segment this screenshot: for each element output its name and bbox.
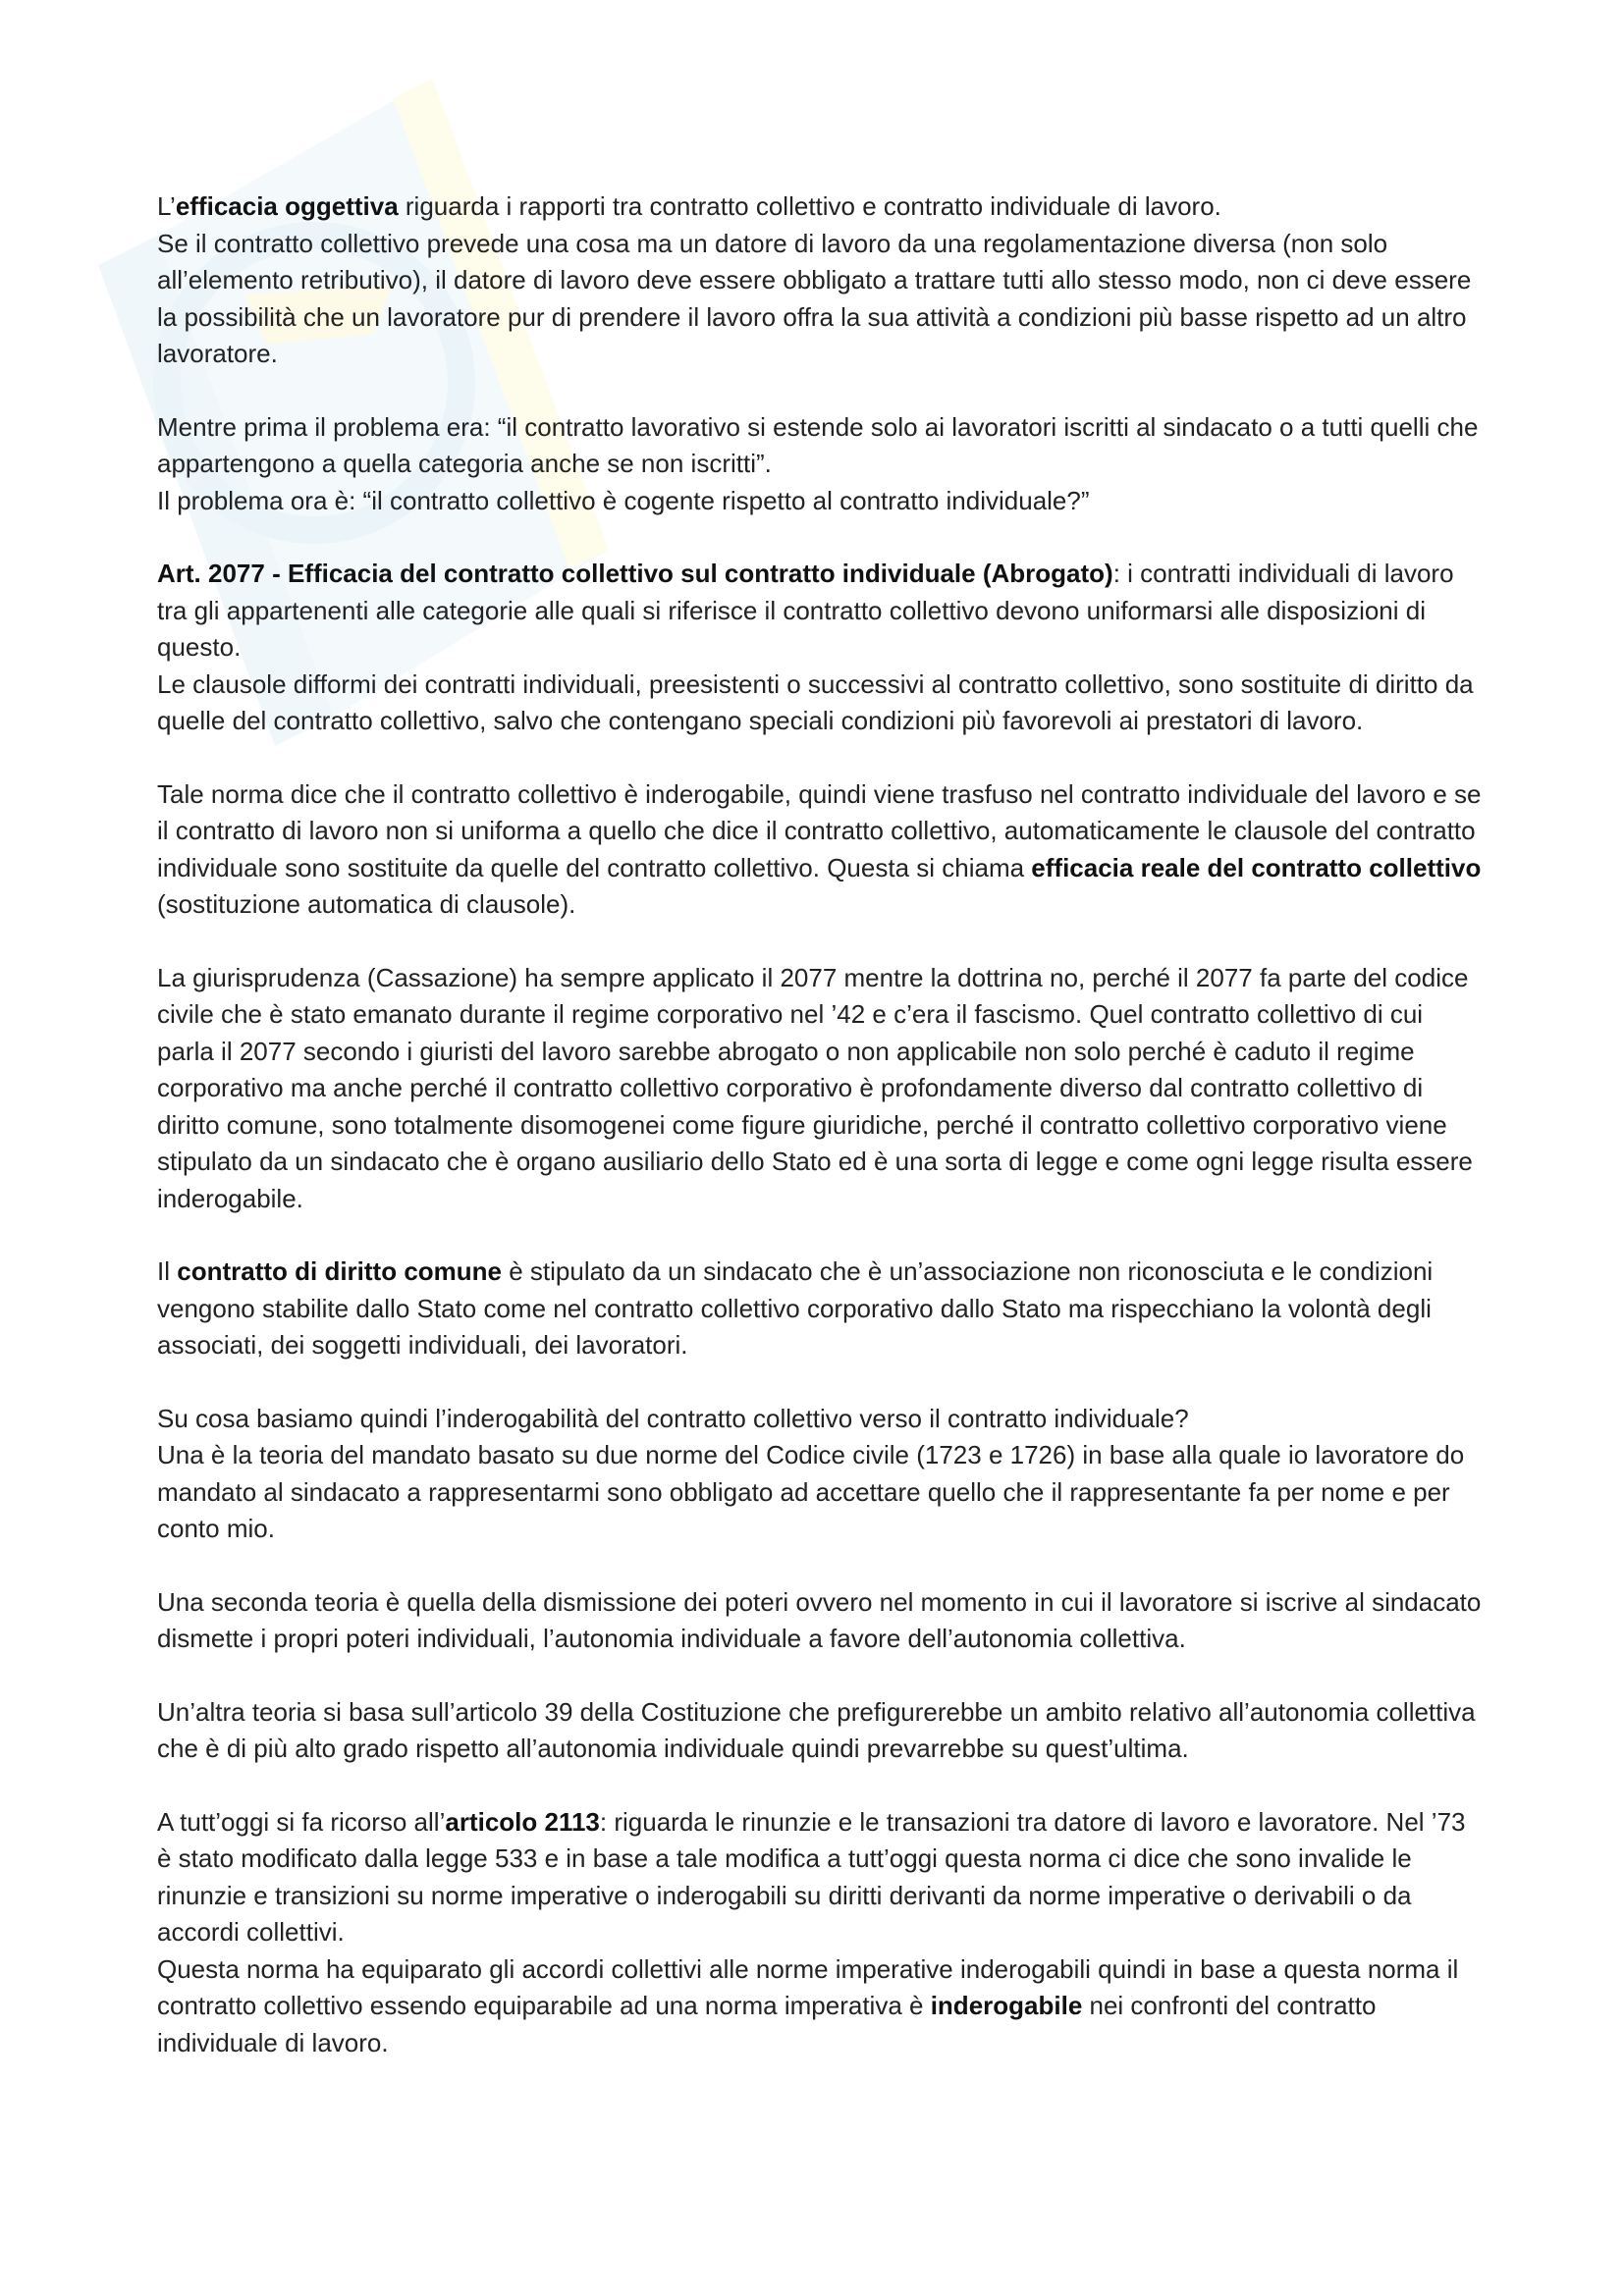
text-run: Questa norma ha equiparato gli accordi collettivi alle norme imperative inderogabili quindi in base a questa norma il contratto collettivo essendo equiparabile ad una norma imperativa è <box>157 1953 1459 2020</box>
paragraph <box>157 1804 1483 2062</box>
text-run: Le clausole difformi dei contratti individuali, preesistenti o successivi al contratto collettivo, sono sostituite di diritto da quelle del contratto collettivo, salvo che contengano speciali condizioni piὺ favorevoli ai prestatori di lavoro. <box>157 668 1474 735</box>
text-line <box>157 960 1483 1218</box>
text-run: Il problema ora è: “il contratto collettivo è cogente rispetto al contratto individuale?” <box>157 485 1090 515</box>
text-run: : i contratti individuali di lavoro tra gli appartenenti alle categorie alle quali si riferisce il contratto collettivo devono uniformarsi alle disposizioni di questo. <box>157 559 1454 662</box>
text-line <box>157 409 1483 483</box>
text-run: nei confronti del contratto individuale di lavoro. <box>157 1991 1377 2057</box>
text-run: L’ <box>157 191 176 221</box>
bold-term: efficacia reale del contratto collettivo <box>1031 852 1482 882</box>
paragraph <box>157 1401 1483 1548</box>
text-run: Se il contratto collettivo prevede una cosa ma un datore di lavoro da una regolamentazione diversa (non solo all’elemento retributivo), il datore di lavoro deve essere obbligato a trattare tutti allo stesso modo, non ci deve essere la possibilità che un lavoratore pur di prendere il lavoro offra la sua attività a condizioni più basse rispetto ad un altro lavoratore. <box>157 228 1472 368</box>
text-run: A tutt’oggi si fa ricorso all’ <box>157 1806 446 1837</box>
text-run: Su cosa basiamo quindi l’inderogabilità del contratto collettivo verso il contratto individuale? <box>157 1403 1189 1433</box>
paragraph <box>157 1694 1483 1768</box>
text-line <box>157 1694 1483 1768</box>
paragraph <box>157 1584 1483 1658</box>
text-line <box>157 483 1483 520</box>
text-run: : riguarda le rinunzie e le transazioni tra datore di lavoro e lavoratore. Nel ’73 è stato modificato dalla legge 533 e in base a tale modifica a tutt’oggi questa norma ci dice che sono invalide le rinunzie e transizioni su norme imperative o inderogabili su diritti derivanti da norme imperative o derivabili o da accordi collettivi. <box>157 1806 1466 1947</box>
text-line <box>157 1437 1483 1548</box>
text-line <box>157 1951 1483 2062</box>
text-line <box>157 1401 1483 1438</box>
text-run: Tale norma dice che il contratto collettivo è inderogabile, quindi viene trasfuso nel contratto individuale del lavoro e se il contratto di lavoro non si uniforma a quello che dice il contratto collettivo, automaticamente le clausole del contratto individuale sono sostituite da quelle del contratto collettivo. Questa si chiama <box>157 778 1482 882</box>
text-run: La giurisprudenza (Cassazione) ha sempre applicato il 2077 mentre la dottrina no, perché il 2077 fa parte del codice civile che è stato emanato durante il regime corporativo nel ’42 e c’era il fascismo. Quel contratto collettivo di cui parla il 2077 secondo i giuristi del lavoro sarebbe abrogato o non applicabile non solo perché è caduto il regime corporativo ma anche perché il contratto collettivo corporativo è profondamente diverso dal contratto collettivo di diritto comune, sono totalmente disomogenei come figure giuridiche, perché il contratto collettivo corporativo viene stipulato da un sindacato che è organo ausiliario dello Stato ed è una sorta di legge e come ogni legge risulta essere inderogabile. <box>157 962 1473 1213</box>
bold-term: contratto di diritto comune <box>177 1256 502 1286</box>
bold-term: inderogabile <box>930 1991 1083 2020</box>
text-line <box>157 556 1483 667</box>
paragraph <box>157 188 1483 373</box>
text-line <box>157 667 1483 740</box>
paragraph <box>157 776 1483 924</box>
text-run: riguarda i rapporti tra contratto collettivo e contratto individuale di lavoro. <box>398 191 1221 221</box>
paragraph <box>157 556 1483 740</box>
text-run: è stipulato da un sindacato che è un’associazione non riconosciuta e le condizioni vengono stabilite dallo Stato come nel contratto collettivo corporativo dallo Stato ma rispecchiano la volontà degli associati, dei soggetti individuali, dei lavoratori. <box>157 1256 1434 1360</box>
text-line <box>157 776 1483 924</box>
bold-term: Art. 2077 - Efficacia del contratto collettivo sul contratto individuale (Abrogato) <box>157 559 1113 588</box>
text-run: Una è la teoria del mandato basato su due norme del Codice civile (1723 e 1726) in base alla quale io lavoratore do mandato al sindacato a rappresentarmi sono obbligato ad accettare quello che il rappresentante fa per nome e per conto mio. <box>157 1440 1465 1543</box>
text-line <box>157 1804 1483 1951</box>
paragraph <box>157 1254 1483 1364</box>
text-run: Un’altra teoria si basa sull’articolo 39 della Costituzione che prefigurerebbe un ambito relativo all’autonomia collettiva che è di più alto grado rispetto all’autonomia individuale quindi prevarrebbe su quest’ultima. <box>157 1696 1476 1763</box>
paragraph <box>157 409 1483 520</box>
text-run: Una seconda teoria è quella della dismissione dei poteri ovvero nel momento in cui il lavoratore si iscrive al sindacato dismette i propri poteri individuali, l’autonomia individuale a favore dell’autonomia collettiva. <box>157 1586 1482 1653</box>
text-run: Mentre prima il problema era: “il contratto lavorativo si estende solo ai lavoratori iscritti al sindacato o a tutti quelli che appartengono a quella categoria anche se non iscritti”. <box>157 411 1479 478</box>
document-body <box>157 188 1483 2098</box>
text-line <box>157 1584 1483 1658</box>
bold-term: efficacia oggettiva <box>175 191 399 221</box>
text-line <box>157 226 1483 373</box>
paragraph <box>157 960 1483 1218</box>
text-line <box>157 1254 1483 1364</box>
bold-term: articolo 2113 <box>445 1806 600 1837</box>
text-run: (sostituzione automatica di clausole). <box>157 889 576 919</box>
text-run: Il <box>157 1256 178 1286</box>
text-line <box>157 188 1483 226</box>
